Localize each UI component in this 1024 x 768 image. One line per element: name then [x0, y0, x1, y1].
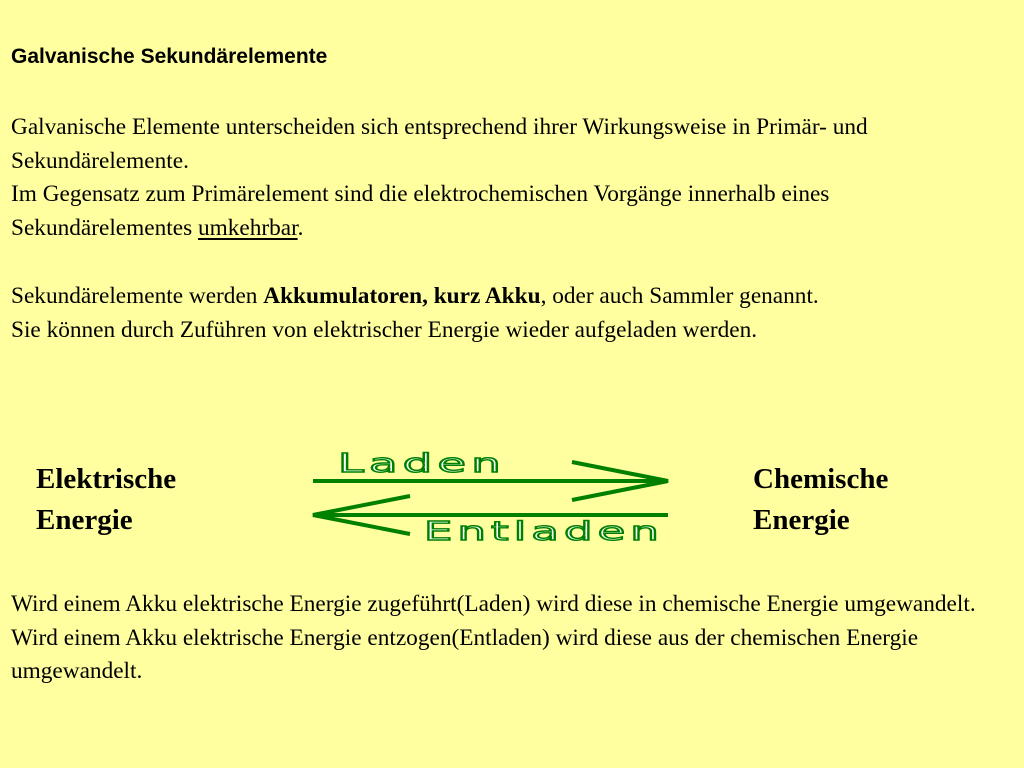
charge-label: Laden [338, 449, 506, 479]
discharge-label: Entladen [424, 517, 664, 547]
intro-line-2-text: Im Gegensatz zum Primärelement sind die elektrochemischen Vorgänge innerhalb eines Sekundärelementes [11, 181, 830, 241]
intro-line-1: Galvanische Elemente unterscheiden sich entsprechend ihrer Wirkungsweise in Primär- und Sekundärelemente. [11, 114, 868, 174]
akku-bold-term: Akkumulatoren, kurz Akku [263, 283, 541, 309]
chemical-energy-line-2: Energie [753, 504, 850, 536]
intro-line-2-end: . [297, 214, 304, 241]
discharge-arrow [313, 496, 668, 547]
explanation-paragraph: Wird einem Akku elektrische Energie zugeführt(Laden) wird diese in chemische Energie umgewandelt. Wird einem Akku elektrische Energie entzogen(Entladen) wird diese aus der chemischen Energie umgewandelt. [11, 591, 976, 684]
akku-line-1-end: , oder auch Sammler genannt. [540, 283, 819, 309]
chemical-energy-line-1: Chemische [753, 463, 889, 495]
page-title: Galvanische Sekundärelemente [11, 45, 328, 68]
akku-line-2: Sie können durch Zuführen von elektrischer Energie wieder aufgeladen werden. [11, 316, 758, 343]
electrical-energy-line-2: Energie [36, 504, 133, 536]
akku-line-1-start: Sekundärelemente werden [11, 283, 264, 309]
umkehrbar-underlined: umkehrbar [197, 214, 298, 241]
chemical-energy-label [753, 459, 888, 541]
charge-arrow [313, 449, 668, 500]
electrical-energy-line-1: Elektrische [36, 463, 177, 495]
